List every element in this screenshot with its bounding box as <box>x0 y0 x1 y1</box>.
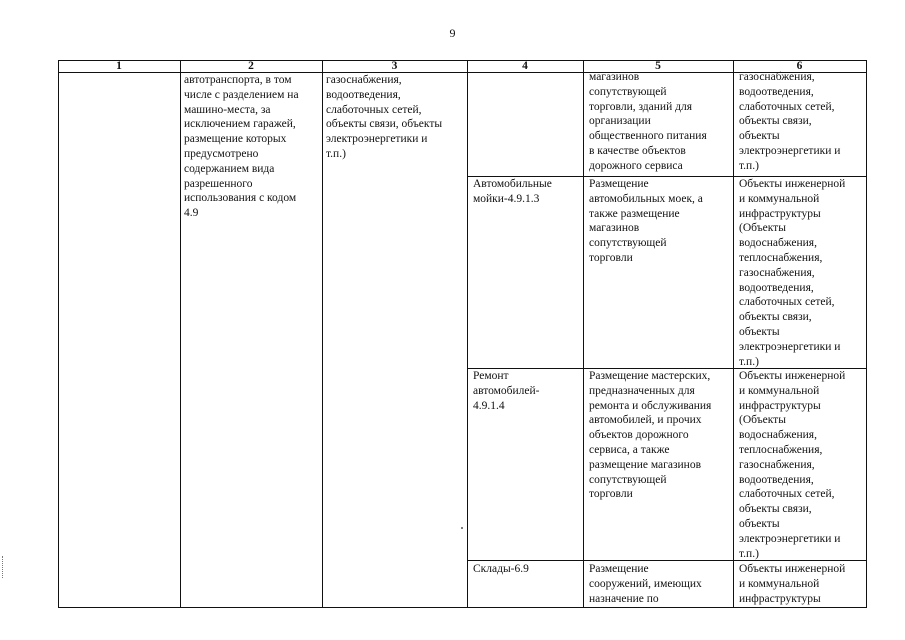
column-border <box>583 60 584 608</box>
cell-row1-col4: Автомобильные мойки-4.9.1.3 <box>473 178 552 205</box>
scan-edge-mark <box>2 556 8 578</box>
column-header-6: 6 <box>796 60 803 72</box>
column-border <box>733 60 734 608</box>
cell-row1-col5: Размещение автомобильных моек, а также размещение магазинов сопутствующей торговли <box>589 178 703 264</box>
cell-row0-col3: газоснабжения, водоотведения, слаботочных сетей, объекты связи, объекты электроэнергетики и т.п.) <box>326 74 443 160</box>
column-header-2: 2 <box>248 60 254 72</box>
cell-row0-col2: автотранспорта, в том числе с разделением на машино-места, за исключением гаражей, размещение которых предусмотрено содержанием вида разрешенного использования с кодом 4.9 <box>184 74 299 220</box>
cell-row2-col4: Ремонт автомобилей- 4.9.1.4 <box>473 370 540 412</box>
page-number: 9 <box>449 26 456 40</box>
cell-row3-col6: Объекты инженерной и коммунальной инфраструктуры <box>739 563 846 605</box>
column-border <box>180 60 181 608</box>
column-border <box>58 60 59 608</box>
scan-speck <box>461 527 463 529</box>
column-border <box>467 60 468 608</box>
cell-row3-col5: Размещение сооружений, имеющих назначение по <box>589 563 702 605</box>
column-border <box>322 60 323 608</box>
column-header-4: 4 <box>522 60 528 72</box>
column-header-5: 5 <box>655 60 661 72</box>
cell-row0-col5: магазинов сопутствующей торговли, зданий для организации общественного питания в качестве объектов дорожного сервиса <box>589 71 707 172</box>
cell-row3-col4: Склады-6.9 <box>473 563 529 575</box>
cell-row2-col6: Объекты инженерной и коммунальной инфраструктуры (Объекты водоснабжения, теплоснабжения, газоснабжения, водоотведения, слаботочных сетей, объекты связи, объекты электроэнергетики и т.п.) <box>739 370 846 560</box>
column-header-3: 3 <box>391 60 398 72</box>
cell-row2-col5: Размещение мастерских, предназначенных для ремонта и обслуживания автомобилей, и прочих объектов дорожного сервиса, а также размещение магазинов сопутствующей торговли <box>589 370 712 501</box>
cell-row0-col6: газоснабжения, водоотведения, слаботочных сетей, объекты связи, объекты электроэнергетики и т.п.) <box>739 71 841 172</box>
column-border <box>866 60 867 608</box>
column-header-1: 1 <box>116 60 122 72</box>
cell-row1-col6: Объекты инженерной и коммунальной инфраструктуры (Объекты водоснабжения, теплоснабжения, газоснабжения, водоотведения, слаботочных сетей, объекты связи, объекты электроэнергетики и т.п.) <box>739 178 846 368</box>
